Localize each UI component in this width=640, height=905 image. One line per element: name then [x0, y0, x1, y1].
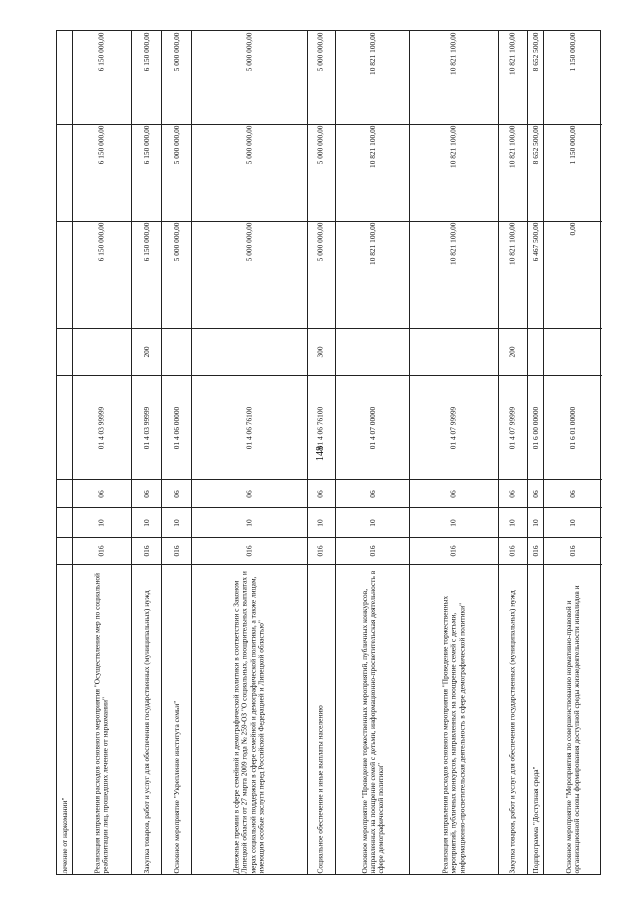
- cell-y3: [336, 31, 409, 124]
- cell-vr: [544, 328, 602, 375]
- table-row: [73, 31, 132, 874]
- cell-text: 06: [367, 489, 377, 498]
- cell-code: [308, 537, 336, 564]
- cell-rz: [336, 507, 409, 537]
- cell-text: 200: [141, 346, 151, 358]
- cell-text: Основное мероприятие "Укрепление института семьи": [171, 700, 181, 874]
- cell-text: 06: [244, 489, 254, 498]
- cell-text: 01 4 07 99999: [508, 406, 518, 449]
- cell-text: Реализация направления расходов основного мероприятия "Осуществление мер по социальной реабилитации лиц, прошедших лечение от наркомании": [92, 573, 111, 874]
- cell-vr: [57, 328, 72, 375]
- cell-code: [57, 537, 72, 564]
- cell-csr: [192, 375, 306, 479]
- table-row: [499, 31, 528, 874]
- cell-text: 10: [567, 518, 577, 527]
- cell-pr: [308, 479, 336, 507]
- cell-text: Социальное обеспечение и иные выплаты населению: [316, 705, 326, 874]
- cell-rz: [528, 507, 543, 537]
- cell-text: лечение от наркомании": [59, 797, 69, 874]
- cell-text: 300: [316, 346, 326, 358]
- cell-text: Основное мероприятие "Мероприятия по совершенствованию нормативно-правовой и организационной основы формирования доступной среды жизнедеятельности инвалидов и: [563, 585, 582, 874]
- cell-text: Основное мероприятие "Проведение торжественных мероприятий, публичных конкурсов, направленных на поощрение семей с детьми, информационно-просветительская деятельность в сфере демографической политики": [359, 570, 385, 874]
- cell-y2: [499, 124, 527, 221]
- cell-text: 06: [141, 489, 151, 498]
- cell-text: 5 000 000,00: [244, 32, 254, 71]
- cell-text: 10: [449, 518, 459, 527]
- cell-rz: [192, 507, 306, 537]
- table-row: [544, 31, 602, 874]
- cell-text: 016: [567, 545, 577, 557]
- cell-csr: [308, 375, 336, 479]
- cell-text: 016: [316, 545, 326, 557]
- cell-code: [410, 537, 498, 564]
- cell-text: 016: [96, 545, 106, 557]
- cell-pr: [410, 479, 498, 507]
- cell-y2: [162, 124, 191, 221]
- cell-y1: [132, 221, 161, 328]
- cell-rz: [73, 507, 131, 537]
- cell-text: 1 150 000,00: [567, 32, 577, 71]
- cell-text: 6 150 000,00: [96, 222, 106, 262]
- cell-y1: [57, 221, 72, 328]
- cell-pr: [336, 479, 409, 507]
- cell-name: [410, 564, 498, 875]
- cell-text: 01 6 00 00000: [530, 406, 540, 449]
- cell-text: 01 4 06 00000: [171, 406, 181, 449]
- cell-pr: [499, 479, 527, 507]
- cell-csr: [73, 375, 131, 479]
- cell-text: 6 467 500,00: [530, 222, 540, 262]
- cell-text: 10: [141, 518, 151, 527]
- cell-y1: [528, 221, 543, 328]
- cell-name: [544, 564, 602, 875]
- cell-text: 6 150 000,00: [96, 32, 106, 71]
- cell-text: Денежные премии в сфере семейной и демографической политики в соответствии с Законом Липецкой области от 27 марта 2009 года № 259-ОЗ "О социальных, поощрительных выплатах и мерах социальной поддержки в сфере семейной и демографической политики, а также лицам, имеющим особые заслуги перед Российской Федерацией и Липецкой областью": [231, 571, 266, 874]
- budget-table: [56, 30, 601, 875]
- table-row: [132, 31, 162, 874]
- cell-y3: [73, 31, 131, 124]
- cell-csr: [499, 375, 527, 479]
- cell-code: [528, 537, 543, 564]
- cell-code: [499, 537, 527, 564]
- cell-y3: [308, 31, 336, 124]
- cell-text: 10: [316, 518, 326, 527]
- cell-text: 8 652 500,00: [530, 125, 540, 165]
- cell-vr: [499, 328, 527, 375]
- cell-text: 6 150 000,00: [141, 32, 151, 71]
- cell-y2: [410, 124, 498, 221]
- cell-text: 10 821 100,00: [508, 125, 518, 168]
- cell-name: [162, 564, 191, 875]
- cell-text: Реализация направления расходов основного мероприятия "Проведение торжественных мероприятий, публичных конкурсов, направленных на поощрение семей с детьми, информационно-просветительская деятельность в сфере демографической политики": [440, 595, 467, 874]
- cell-text: 5 000 000,00: [316, 32, 326, 71]
- cell-text: 06: [530, 489, 540, 498]
- cell-text: 06: [96, 489, 106, 498]
- cell-text: 06: [316, 489, 326, 498]
- cell-code: [162, 537, 191, 564]
- cell-text: 10 821 100,00: [508, 222, 518, 265]
- cell-text: 016: [141, 545, 151, 557]
- cell-text: 10 821 100,00: [367, 32, 377, 75]
- cell-pr: [544, 479, 602, 507]
- cell-vr: [528, 328, 543, 375]
- cell-pr: [162, 479, 191, 507]
- cell-rz: [410, 507, 498, 537]
- cell-rz: [162, 507, 191, 537]
- cell-csr: [162, 375, 191, 479]
- cell-text: 10 821 100,00: [508, 32, 518, 75]
- cell-y3: [528, 31, 543, 124]
- cell-code: [132, 537, 161, 564]
- cell-text: 01 4 06 76100: [316, 406, 326, 449]
- cell-text: 10: [508, 518, 518, 527]
- table-row: [192, 31, 307, 874]
- cell-y1: [336, 221, 409, 328]
- cell-text: 6 150 000,00: [141, 222, 151, 262]
- cell-code: [336, 537, 409, 564]
- cell-text: 5 000 000,00: [171, 125, 181, 165]
- cell-pr: [132, 479, 161, 507]
- cell-name: [528, 564, 543, 875]
- cell-y2: [528, 124, 543, 221]
- cell-text: 5 000 000,00: [171, 222, 181, 262]
- cell-text: 016: [367, 545, 377, 557]
- cell-code: [73, 537, 131, 564]
- cell-y2: [73, 124, 131, 221]
- cell-vr: [132, 328, 161, 375]
- cell-rz: [132, 507, 161, 537]
- cell-y1: [410, 221, 498, 328]
- cell-y3: [132, 31, 161, 124]
- cell-csr: [410, 375, 498, 479]
- cell-text: 016: [530, 545, 540, 557]
- cell-text: 10: [96, 518, 106, 527]
- cell-text: 01 4 07 99999: [449, 406, 459, 449]
- cell-csr: [132, 375, 161, 479]
- cell-csr: [528, 375, 543, 479]
- cell-y3: [162, 31, 191, 124]
- cell-text: Закупка товаров, работ и услуг для обеспечения государственных (муниципальных) нужд: [141, 590, 151, 874]
- cell-text: 06: [171, 489, 181, 498]
- cell-vr: [73, 328, 131, 375]
- cell-y2: [57, 124, 72, 221]
- cell-text: 6 150 000,00: [141, 125, 151, 165]
- cell-y1: [192, 221, 306, 328]
- cell-text: 06: [567, 489, 577, 498]
- cell-name: [308, 564, 336, 875]
- table-row: [57, 31, 73, 874]
- cell-pr: [73, 479, 131, 507]
- cell-y3: [499, 31, 527, 124]
- table-row: [336, 31, 410, 874]
- cell-y1: [499, 221, 527, 328]
- table-row: [308, 31, 337, 874]
- cell-y1: [162, 221, 191, 328]
- cell-y1: [73, 221, 131, 328]
- cell-vr: [308, 328, 336, 375]
- cell-csr: [336, 375, 409, 479]
- cell-y3: [410, 31, 498, 124]
- cell-text: 10: [530, 518, 540, 527]
- cell-text: 016: [508, 545, 518, 557]
- cell-rz: [544, 507, 602, 537]
- cell-name: [192, 564, 306, 875]
- cell-code: [192, 537, 306, 564]
- cell-name: [499, 564, 527, 875]
- cell-vr: [192, 328, 306, 375]
- page-number-text: 148: [314, 445, 326, 461]
- cell-vr: [162, 328, 191, 375]
- cell-rz: [57, 507, 72, 537]
- cell-text: 200: [508, 346, 518, 358]
- cell-y3: [57, 31, 72, 124]
- cell-y3: [544, 31, 602, 124]
- cell-vr: [336, 328, 409, 375]
- cell-text: 10 821 100,00: [367, 222, 377, 265]
- table-row: [410, 31, 499, 874]
- cell-y2: [336, 124, 409, 221]
- cell-text: 016: [171, 545, 181, 557]
- cell-text: 5 000 000,00: [171, 32, 181, 71]
- cell-text: 1 150 000,00: [567, 125, 577, 165]
- cell-pr: [192, 479, 306, 507]
- cell-text: 10 821 100,00: [449, 125, 459, 168]
- cell-text: 016: [244, 545, 254, 557]
- cell-csr: [544, 375, 602, 479]
- cell-pr: [528, 479, 543, 507]
- cell-text: 06: [508, 489, 518, 498]
- cell-name: [57, 564, 72, 875]
- cell-text: 10: [171, 518, 181, 527]
- cell-text: 06: [449, 489, 459, 498]
- cell-text: 01 4 07 00000: [367, 406, 377, 449]
- cell-text: 6 150 000,00: [96, 125, 106, 165]
- cell-vr: [410, 328, 498, 375]
- cell-text: 01 4 03 99999: [141, 406, 151, 449]
- cell-y2: [192, 124, 306, 221]
- cell-text: 5 000 000,00: [244, 125, 254, 165]
- cell-name: [336, 564, 409, 875]
- cell-y2: [308, 124, 336, 221]
- cell-y1: [308, 221, 336, 328]
- cell-y1: [544, 221, 602, 328]
- cell-text: 8 652 500,00: [530, 32, 540, 71]
- table-row: [528, 31, 544, 874]
- cell-text: 5 000 000,00: [316, 125, 326, 165]
- cell-y3: [192, 31, 306, 124]
- cell-y2: [544, 124, 602, 221]
- table-row: [162, 31, 192, 874]
- cell-csr: [57, 375, 72, 479]
- cell-y2: [132, 124, 161, 221]
- cell-text: Закупка товаров, работ и услуг для обеспечения государственных (муниципальных) нужд: [508, 590, 518, 874]
- cell-text: 01 4 06 76100: [244, 406, 254, 449]
- cell-text: 10: [367, 518, 377, 527]
- cell-text: 10 821 100,00: [367, 125, 377, 168]
- cell-text: 0,00: [567, 222, 577, 236]
- cell-text: 01 6 01 00000: [567, 406, 577, 449]
- cell-text: 5 000 000,00: [244, 222, 254, 262]
- cell-code: [544, 537, 602, 564]
- cell-name: [73, 564, 131, 875]
- cell-text: 016: [449, 545, 459, 557]
- cell-text: 10 821 100,00: [449, 32, 459, 75]
- cell-text: Подпрограмма "Доступная среда": [530, 766, 540, 874]
- cell-text: 10 821 100,00: [449, 222, 459, 265]
- cell-text: 01 4 03 99999: [96, 406, 106, 449]
- cell-rz: [499, 507, 527, 537]
- cell-text: 10: [244, 518, 254, 527]
- cell-pr: [57, 479, 72, 507]
- cell-text: 5 000 000,00: [316, 222, 326, 262]
- cell-rz: [308, 507, 336, 537]
- cell-name: [132, 564, 161, 875]
